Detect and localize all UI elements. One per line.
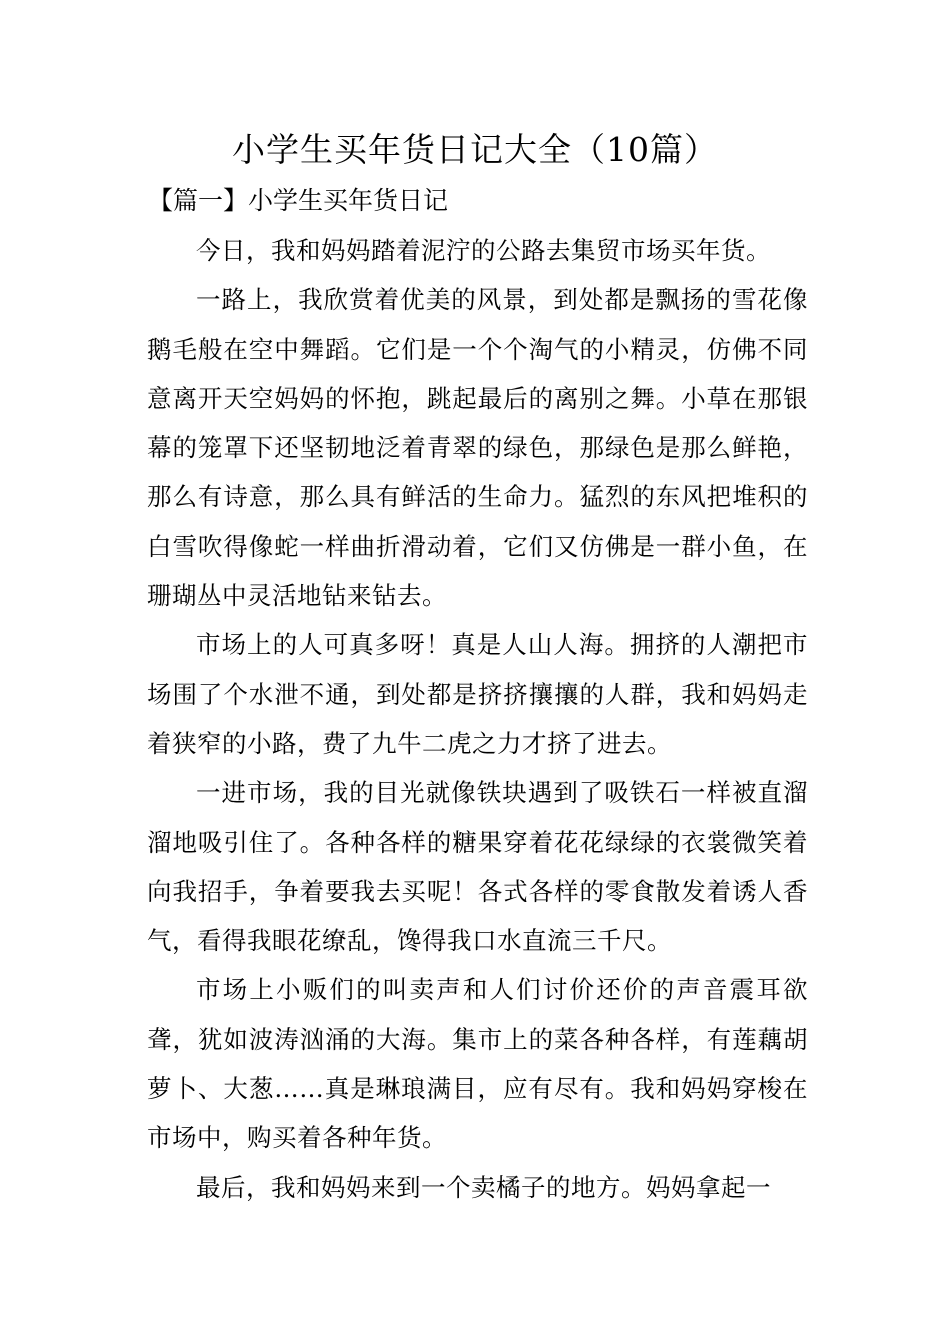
- paragraph: 一路上，我欣赏着优美的风景，到处都是飘扬的雪花像鹅毛般在空中舞蹈。它们是一个个淘气的小精灵，仿佛不同意离开天空妈妈的怀抱，跳起最后的离别之舞。小草在那银幕的笼罩下还坚韧地泛着青翠的绿色，那绿色是那么鲜艳，那么有诗意，那么具有鲜活的生命力。猛烈的东风把堆积的白雪吹得像蛇一样曲折滑动着，它们又仿佛是一群小鱼，在珊瑚丛中灵活地钻来钻去。: [147, 285, 808, 611]
- paragraph: 今日，我和妈妈踏着泥泞的公路去集贸市场买年货。: [196, 236, 771, 265]
- document-body: [147, 226, 808, 1212]
- paragraph: 市场上小贩们的叫卖声和人们讨价还价的声音震耳欲聋，犹如波涛汹涌的大海。集市上的菜各种各样，有莲藕胡萝卜、大葱……真是琳琅满目，应有尽有。我和妈妈穿梭在市场中，购买着各种年货。: [147, 975, 808, 1153]
- section-heading: 【篇一】小学生买年货日记: [148, 186, 449, 215]
- paragraph: 最后，我和妈妈来到一个卖橘子的地方。妈妈拿起一: [196, 1172, 771, 1202]
- document-title: 小学生买年货日记大全（10篇）: [232, 130, 718, 169]
- paragraph: 一进市场，我的目光就像铁块遇到了吸铁石一样被直溜溜地吸引住了。各种各样的糖果穿着花花绿绿的衣裳微笑着向我招手，争着要我去买呢！各式各样的零食散发着诱人香气，看得我眼花缭乱，馋得我口水直流三千尺。: [147, 778, 808, 956]
- paragraph: 市场上的人可真多呀！真是人山人海。拥挤的人潮把市场围了个水泄不通，到处都是挤挤攘攘的人群，我和妈妈走着狭窄的小路，费了九牛二虎之力才挤了进去。: [147, 630, 808, 758]
